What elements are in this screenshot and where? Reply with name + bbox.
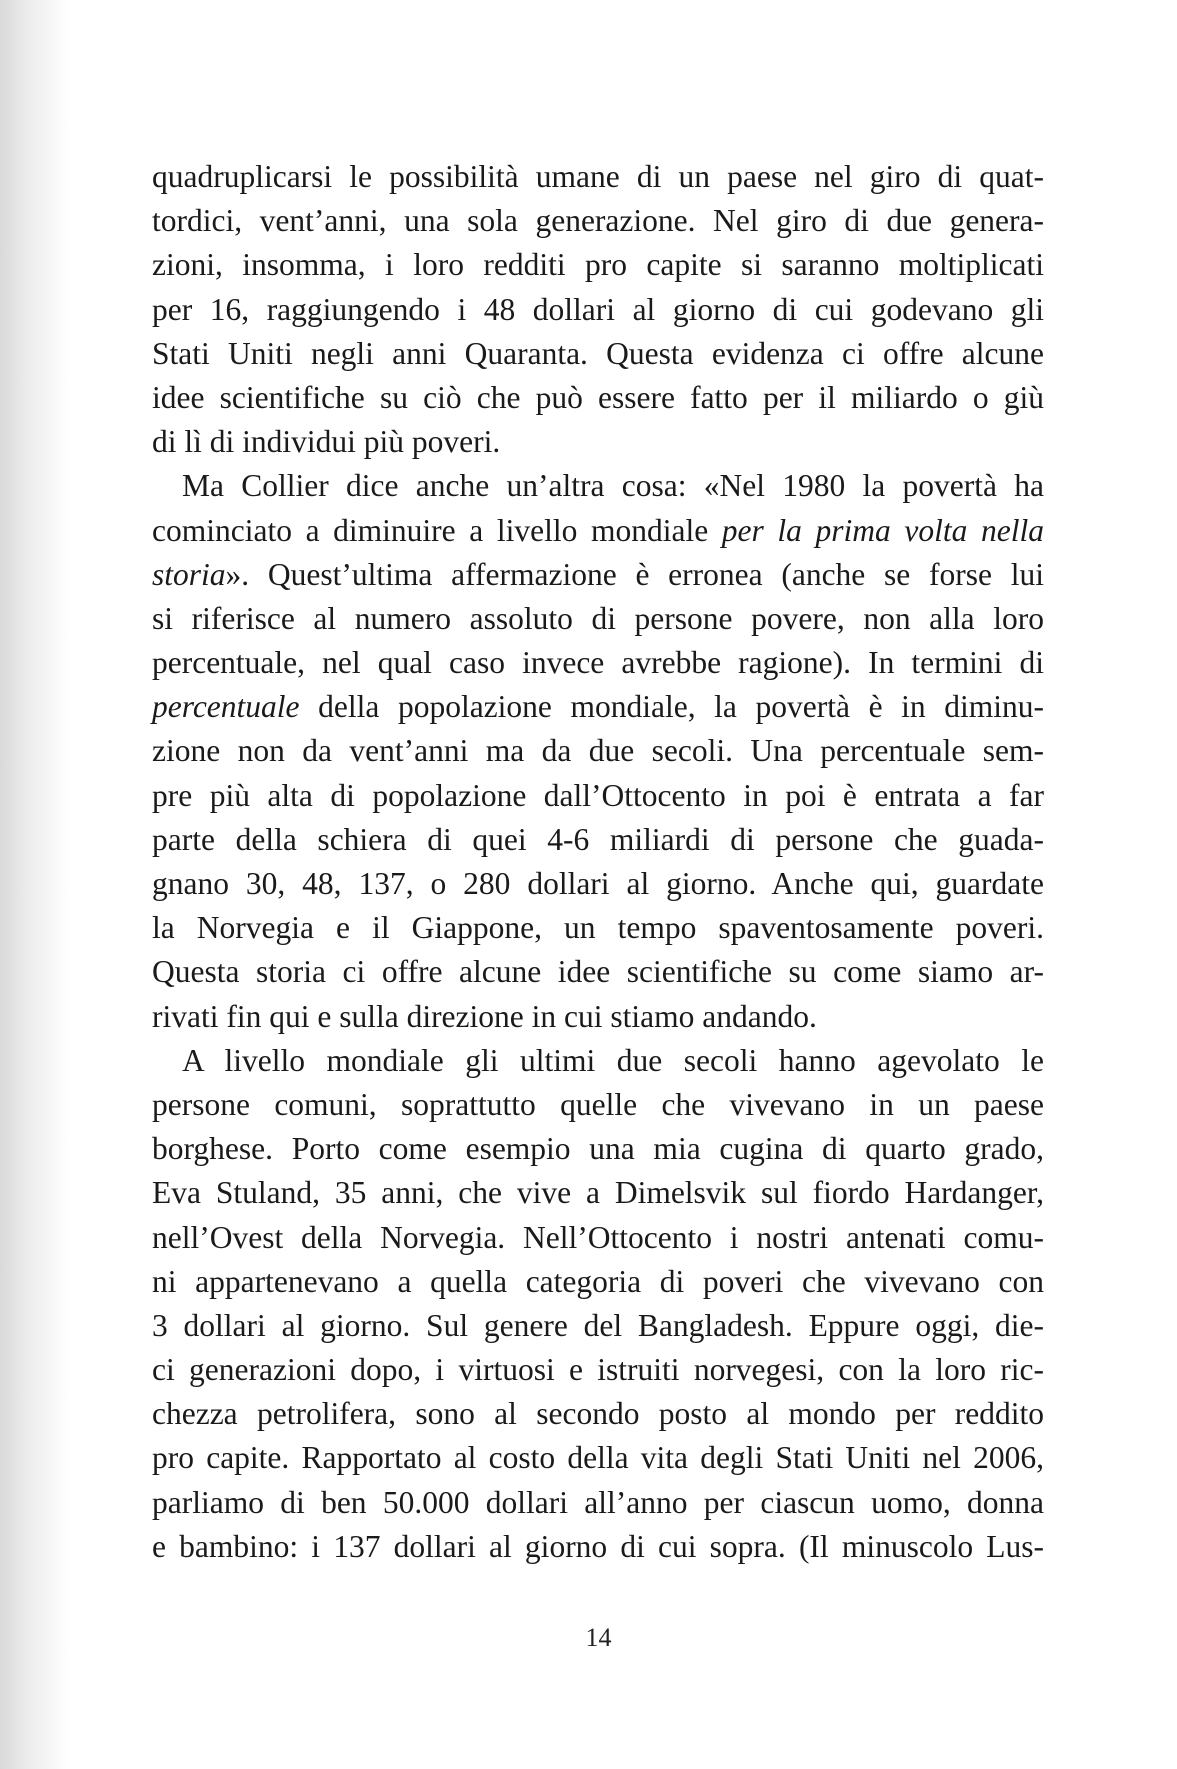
text-segment: persone comuni, soprattutto quelle che vivevano in un paese (152, 1086, 1044, 1122)
text-segment: pro capite. Rapportato al costo della vita degli Stati Uniti nel 2006, (152, 1440, 1044, 1476)
text-line (152, 685, 1044, 729)
text-segment: Questa storia ci offre alcune idee scientifiche su come siamo ar- (152, 954, 1044, 990)
text-segment: gnano 30, 48, 137, o 280 dollari al giorno. Anche qui, guardate (152, 866, 1044, 901)
text-segment: rivati fin qui e sulla direzione in cui stiamo andando. (152, 998, 817, 1034)
text-segment: la Norvegia e il Giappone, un tempo spaventosamente poveri. (152, 910, 1044, 946)
text-line (152, 1039, 1044, 1083)
text-segment: borghese. Porto come esempio una mia cugina di quarto grado, (152, 1131, 1044, 1167)
text-line (152, 1127, 1044, 1171)
text-segment: quadruplicarsi le possibilità umane di un paese nel giro di quat- (152, 159, 1044, 194)
text-line (152, 376, 1044, 420)
text-segment: zione non da vent’anni ma da due secoli. Una percentuale sem- (152, 733, 1044, 769)
text-line (152, 1348, 1044, 1392)
text-line (152, 1392, 1044, 1436)
page-gutter-shadow (0, 0, 70, 1769)
text-line (152, 906, 1044, 950)
text-segment: parliamo di ben 50.000 dollari all’anno per ciascun uomo, donna (152, 1484, 1044, 1520)
text-line (152, 1481, 1044, 1525)
text-line (152, 1525, 1044, 1569)
text-line (152, 553, 1044, 597)
text-segment: percentuale, nel qual caso invece avrebbe ragione). In termini di (152, 645, 1044, 681)
text-line (152, 288, 1044, 332)
text-segment: tordici, vent’anni, una sola generazione. Nel giro di due genera- (152, 203, 1044, 239)
text-line (152, 1171, 1044, 1215)
text-line (152, 199, 1044, 243)
text-line (152, 1083, 1044, 1127)
text-segment: parte della schiera di quei 4-6 miliardi di persone che guada- (152, 821, 1044, 857)
text-line (152, 862, 1044, 906)
text-line (152, 774, 1044, 818)
text-segment: Stati Uniti negli anni Quaranta. Questa evidenza ci offre alcune (152, 335, 1044, 371)
italic-text-segment: storia (152, 556, 226, 592)
text-segment: ». Quest’ultima affermazione è erronea (anche se forse lui (225, 556, 1044, 592)
text-line (152, 332, 1044, 376)
text-line (152, 995, 1044, 1039)
text-line (152, 155, 1044, 199)
text-segment: si riferisce al numero assoluto di persone povere, non alla loro (152, 600, 1044, 636)
text-line (152, 729, 1044, 773)
text-line (152, 1304, 1044, 1348)
text-segment: nell’Ovest della Norvegia. Nell’Ottocento i nostri antenati comu- (152, 1219, 1044, 1255)
text-line (152, 464, 1044, 508)
text-segment: della popolazione mondiale, la povertà è in diminu- (299, 689, 1044, 725)
text-segment: di lì di individui più poveri. (152, 424, 501, 460)
text-line (152, 420, 1044, 464)
text-segment: pre più alta di popolazione dall’Ottocento in poi è entrata a far (152, 777, 1044, 813)
text-line (152, 950, 1044, 994)
text-segment: chezza petrolifera, sono al secondo posto al mondo per reddito (152, 1396, 1044, 1432)
text-segment: zioni, insomma, i loro redditi pro capite si saranno moltiplicati (152, 247, 1044, 283)
text-segment: ci generazioni dopo, i virtuosi e istruiti norvegesi, con la loro ric- (152, 1352, 1044, 1388)
text-line (152, 597, 1044, 641)
page-number: 14 (585, 1623, 612, 1652)
text-line (152, 641, 1044, 685)
text-segment: 3 dollari al giorno. Sul genere del Bangladesh. Eppure oggi, die- (152, 1307, 1044, 1343)
text-segment: e bambino: i 137 dollari al giorno di cui sopra. (Il minuscolo Lus- (152, 1528, 1044, 1564)
text-line (152, 243, 1044, 287)
text-line (152, 1436, 1044, 1480)
text-segment: per 16, raggiungendo i 48 dollari al giorno di cui godevano gli (152, 291, 1044, 327)
text-segment: Ma Collier dice anche un’altra cosa: «Nel 1980 la povertà ha (182, 468, 1044, 504)
text-line (152, 1216, 1044, 1260)
italic-text-segment: per la prima volta nella (721, 512, 1044, 548)
text-line (152, 1260, 1044, 1304)
body-text (152, 155, 1044, 1569)
text-segment: cominciato a diminuire a livello mondiale (152, 512, 722, 548)
italic-text-segment: percentuale (152, 689, 300, 725)
text-segment: idee scientifiche su ciò che può essere fatto per il miliardo o giù (152, 379, 1044, 415)
text-line (152, 818, 1044, 862)
text-segment: A livello mondiale gli ultimi due secoli hanno agevolato le (182, 1042, 1044, 1078)
text-segment: ni appartenevano a quella categoria di poveri che vivevano con (152, 1263, 1044, 1299)
text-line (152, 509, 1044, 553)
text-segment: Eva Stuland, 35 anni, che vive a Dimelsvik sul fiordo Hardanger, (152, 1175, 1044, 1211)
